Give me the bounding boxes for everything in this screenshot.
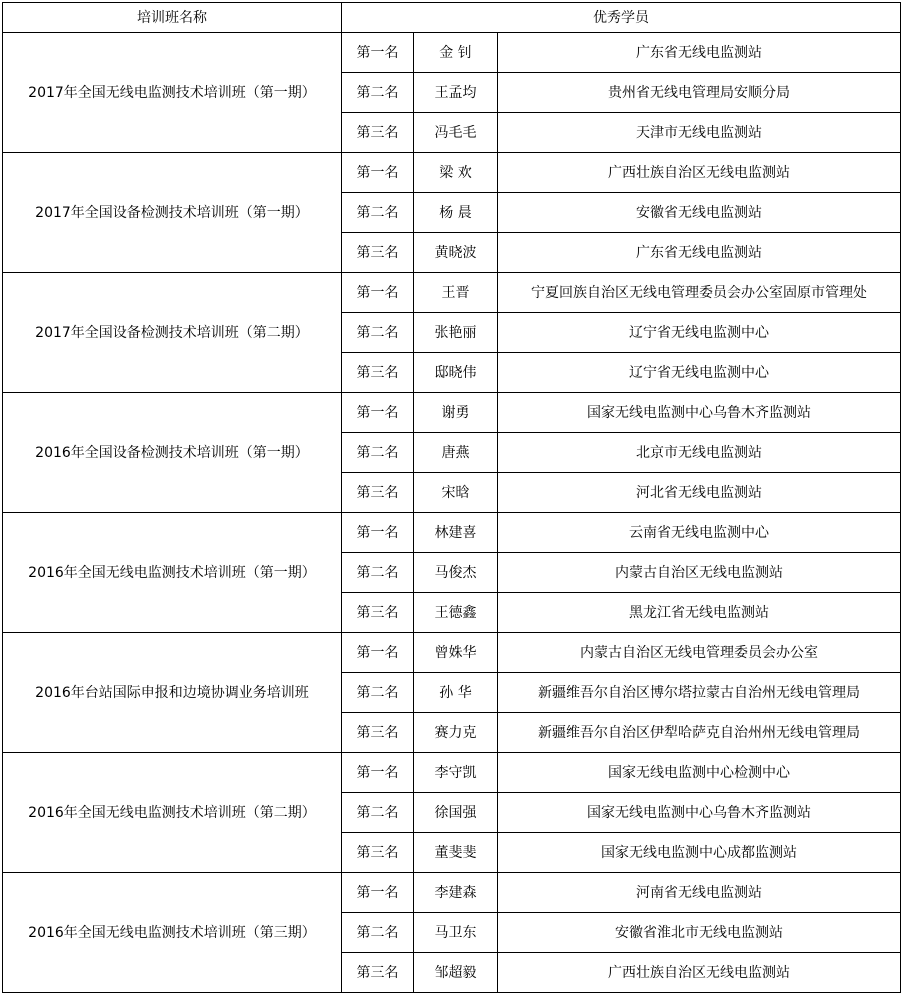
- student-name-cell: 董斐斐: [414, 833, 498, 873]
- table-row: [3, 513, 901, 553]
- awards-table: [2, 2, 901, 993]
- rank-cell: 第二名: [342, 913, 414, 953]
- organization-cell: 北京市无线电监测站: [498, 433, 901, 473]
- student-name-cell: 李建森: [414, 873, 498, 913]
- student-name-cell: 梁 欢: [414, 153, 498, 193]
- rank-cell: 第二名: [342, 553, 414, 593]
- rank-cell: 第三名: [342, 353, 414, 393]
- student-name-cell: 黄晓波: [414, 233, 498, 273]
- organization-cell: 贵州省无线电管理局安顺分局: [498, 73, 901, 113]
- course-name-cell: 2016年台站国际申报和边境协调业务培训班: [3, 633, 342, 753]
- table-header-row: [3, 3, 901, 33]
- course-name-cell: 2016年全国无线电监测技术培训班（第三期）: [3, 873, 342, 993]
- rank-cell: 第二名: [342, 73, 414, 113]
- student-name-cell: 王孟均: [414, 73, 498, 113]
- organization-cell: 新疆维吾尔自治区伊犁哈萨克自治州州无线电管理局: [498, 713, 901, 753]
- student-name-cell: 曾姝华: [414, 633, 498, 673]
- rank-cell: 第一名: [342, 33, 414, 73]
- student-name-cell: 张艳丽: [414, 313, 498, 353]
- student-name-cell: 林建喜: [414, 513, 498, 553]
- rank-cell: 第三名: [342, 593, 414, 633]
- student-name-cell: 冯毛毛: [414, 113, 498, 153]
- organization-cell: 云南省无线电监测中心: [498, 513, 901, 553]
- organization-cell: 广西壮族自治区无线电监测站: [498, 153, 901, 193]
- header-students: 优秀学员: [342, 3, 901, 33]
- student-name-cell: 赛力克: [414, 713, 498, 753]
- table-row: [3, 33, 901, 73]
- organization-cell: 国家无线电监测中心检测中心: [498, 753, 901, 793]
- rank-cell: 第二名: [342, 313, 414, 353]
- organization-cell: 辽宁省无线电监测中心: [498, 313, 901, 353]
- rank-cell: 第二名: [342, 793, 414, 833]
- course-name-cell: 2016年全国设备检测技术培训班（第一期）: [3, 393, 342, 513]
- course-name-cell: 2017年全国设备检测技术培训班（第一期）: [3, 153, 342, 273]
- rank-cell: 第三名: [342, 833, 414, 873]
- organization-cell: 宁夏回族自治区无线电管理委员会办公室固原市管理处: [498, 273, 901, 313]
- rank-cell: 第一名: [342, 633, 414, 673]
- organization-cell: 内蒙古自治区无线电监测站: [498, 553, 901, 593]
- header-course: 培训班名称: [3, 3, 342, 33]
- organization-cell: 国家无线电监测中心乌鲁木齐监测站: [498, 793, 901, 833]
- student-name-cell: 邸晓伟: [414, 353, 498, 393]
- organization-cell: 国家无线电监测中心乌鲁木齐监测站: [498, 393, 901, 433]
- student-name-cell: 唐燕: [414, 433, 498, 473]
- organization-cell: 辽宁省无线电监测中心: [498, 353, 901, 393]
- table-row: [3, 633, 901, 673]
- rank-cell: 第三名: [342, 953, 414, 993]
- rank-cell: 第三名: [342, 713, 414, 753]
- organization-cell: 安徽省淮北市无线电监测站: [498, 913, 901, 953]
- table-row: [3, 273, 901, 313]
- rank-cell: 第三名: [342, 473, 414, 513]
- student-name-cell: 王德鑫: [414, 593, 498, 633]
- rank-cell: 第二名: [342, 673, 414, 713]
- course-name-cell: 2016年全国无线电监测技术培训班（第一期）: [3, 513, 342, 633]
- student-name-cell: 王晋: [414, 273, 498, 313]
- rank-cell: 第三名: [342, 233, 414, 273]
- organization-cell: 新疆维吾尔自治区博尔塔拉蒙古自治州无线电管理局: [498, 673, 901, 713]
- organization-cell: 广西壮族自治区无线电监测站: [498, 953, 901, 993]
- student-name-cell: 孙 华: [414, 673, 498, 713]
- rank-cell: 第二名: [342, 193, 414, 233]
- rank-cell: 第三名: [342, 113, 414, 153]
- organization-cell: 广东省无线电监测站: [498, 33, 901, 73]
- organization-cell: 内蒙古自治区无线电管理委员会办公室: [498, 633, 901, 673]
- rank-cell: 第一名: [342, 153, 414, 193]
- organization-cell: 黑龙江省无线电监测站: [498, 593, 901, 633]
- student-name-cell: 邹超毅: [414, 953, 498, 993]
- student-name-cell: 谢勇: [414, 393, 498, 433]
- student-name-cell: 宋晗: [414, 473, 498, 513]
- course-name-cell: 2016年全国无线电监测技术培训班（第二期）: [3, 753, 342, 873]
- rank-cell: 第一名: [342, 753, 414, 793]
- rank-cell: 第二名: [342, 433, 414, 473]
- table-row: [3, 393, 901, 433]
- organization-cell: 安徽省无线电监测站: [498, 193, 901, 233]
- course-name-cell: 2017年全国无线电监测技术培训班（第一期）: [3, 33, 342, 153]
- student-name-cell: 金 钊: [414, 33, 498, 73]
- rank-cell: 第一名: [342, 273, 414, 313]
- table-row: [3, 753, 901, 793]
- table-row: [3, 873, 901, 913]
- rank-cell: 第一名: [342, 873, 414, 913]
- organization-cell: 河北省无线电监测站: [498, 473, 901, 513]
- course-name-cell: 2017年全国设备检测技术培训班（第二期）: [3, 273, 342, 393]
- rank-cell: 第一名: [342, 513, 414, 553]
- rank-cell: 第一名: [342, 393, 414, 433]
- student-name-cell: 杨 晨: [414, 193, 498, 233]
- organization-cell: 河南省无线电监测站: [498, 873, 901, 913]
- student-name-cell: 马卫东: [414, 913, 498, 953]
- student-name-cell: 马俊杰: [414, 553, 498, 593]
- organization-cell: 广东省无线电监测站: [498, 233, 901, 273]
- student-name-cell: 李守凯: [414, 753, 498, 793]
- organization-cell: 天津市无线电监测站: [498, 113, 901, 153]
- organization-cell: 国家无线电监测中心成都监测站: [498, 833, 901, 873]
- student-name-cell: 徐国强: [414, 793, 498, 833]
- table-row: [3, 153, 901, 193]
